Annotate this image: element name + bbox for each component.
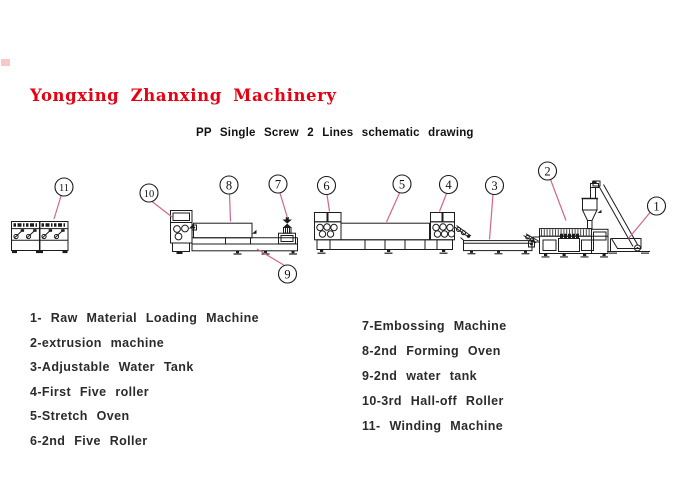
legend-item: 1- Raw Material Loading Machine — [30, 311, 259, 325]
svg-text:6: 6 — [323, 179, 330, 193]
leader-line-11 — [54, 196, 61, 219]
leader-line-1 — [629, 213, 651, 239]
five-roller-2-drawing — [315, 213, 342, 240]
leader-line-5 — [387, 193, 400, 222]
base-frame-2-drawing — [317, 240, 453, 254]
legend-left-column — [30, 306, 259, 454]
legend-item: 5-Stretch Oven — [30, 409, 130, 424]
legend-item: 2-extrusion machine — [30, 335, 165, 350]
legend-item: 6-2nd Five Roller — [30, 433, 148, 448]
callout-7 — [269, 175, 287, 193]
callout-6 — [318, 177, 336, 195]
drawing-title: PP Single Screw 2 Lines schematic drawing — [196, 127, 474, 139]
svg-text:8: 8 — [225, 178, 233, 193]
svg-text:3: 3 — [491, 179, 498, 193]
stretch-oven-drawing — [341, 223, 430, 240]
leader-line-8 — [230, 194, 231, 222]
callout-11 — [55, 178, 73, 196]
winding-machine-drawing — [12, 222, 69, 254]
loading-machine-drawing — [593, 181, 650, 254]
legend-item: 9-2nd water tank — [362, 369, 478, 383]
callout-4 — [440, 176, 458, 194]
haul-off-roller-drawing — [171, 211, 197, 255]
callout-10 — [140, 184, 158, 202]
legend-item: 7-Embossing Machine — [362, 319, 507, 333]
svg-text:2: 2 — [544, 164, 551, 179]
forming-oven-drawing — [189, 223, 257, 238]
leader-line-3 — [490, 195, 494, 240]
leader-line-9 — [257, 249, 285, 266]
svg-text:9: 9 — [284, 267, 291, 282]
water-tank-2-drawing — [192, 238, 298, 255]
adjustable-water-tank-drawing — [461, 234, 539, 255]
callout-2 — [539, 162, 557, 180]
leader-line-4 — [440, 194, 447, 212]
legend-right-column — [362, 314, 507, 439]
leader-line-7 — [280, 193, 288, 218]
legend-item: 3-Adjustable Water Tank — [30, 360, 194, 375]
leader-line-10 — [152, 202, 172, 218]
legend-item: 4-First Five roller — [30, 384, 150, 399]
svg-text:7: 7 — [274, 177, 282, 192]
company-title: Yongxing Zhanxing Machinery — [30, 86, 337, 105]
extrusion-machine-drawing — [529, 181, 609, 257]
legend-item: 11- Winding Machine — [362, 419, 504, 433]
svg-text:4: 4 — [445, 178, 452, 192]
leader-line-6 — [327, 195, 330, 212]
embossing-machine-drawing — [279, 217, 296, 244]
legend-item: 8-2nd Forming Oven — [362, 344, 501, 358]
five-roller-1-drawing — [431, 213, 472, 240]
callout-1 — [648, 197, 666, 215]
callout-9 — [279, 265, 297, 283]
callout-5 — [393, 175, 411, 193]
svg-text:10: 10 — [143, 188, 155, 200]
callout-3 — [486, 177, 504, 195]
svg-text:11: 11 — [58, 182, 70, 194]
callout-8 — [220, 176, 238, 194]
leader-line-2 — [551, 180, 567, 221]
legend-item: 10-3rd Hall-off Roller — [362, 394, 504, 408]
svg-text:1: 1 — [653, 199, 660, 214]
svg-text:5: 5 — [398, 177, 406, 192]
